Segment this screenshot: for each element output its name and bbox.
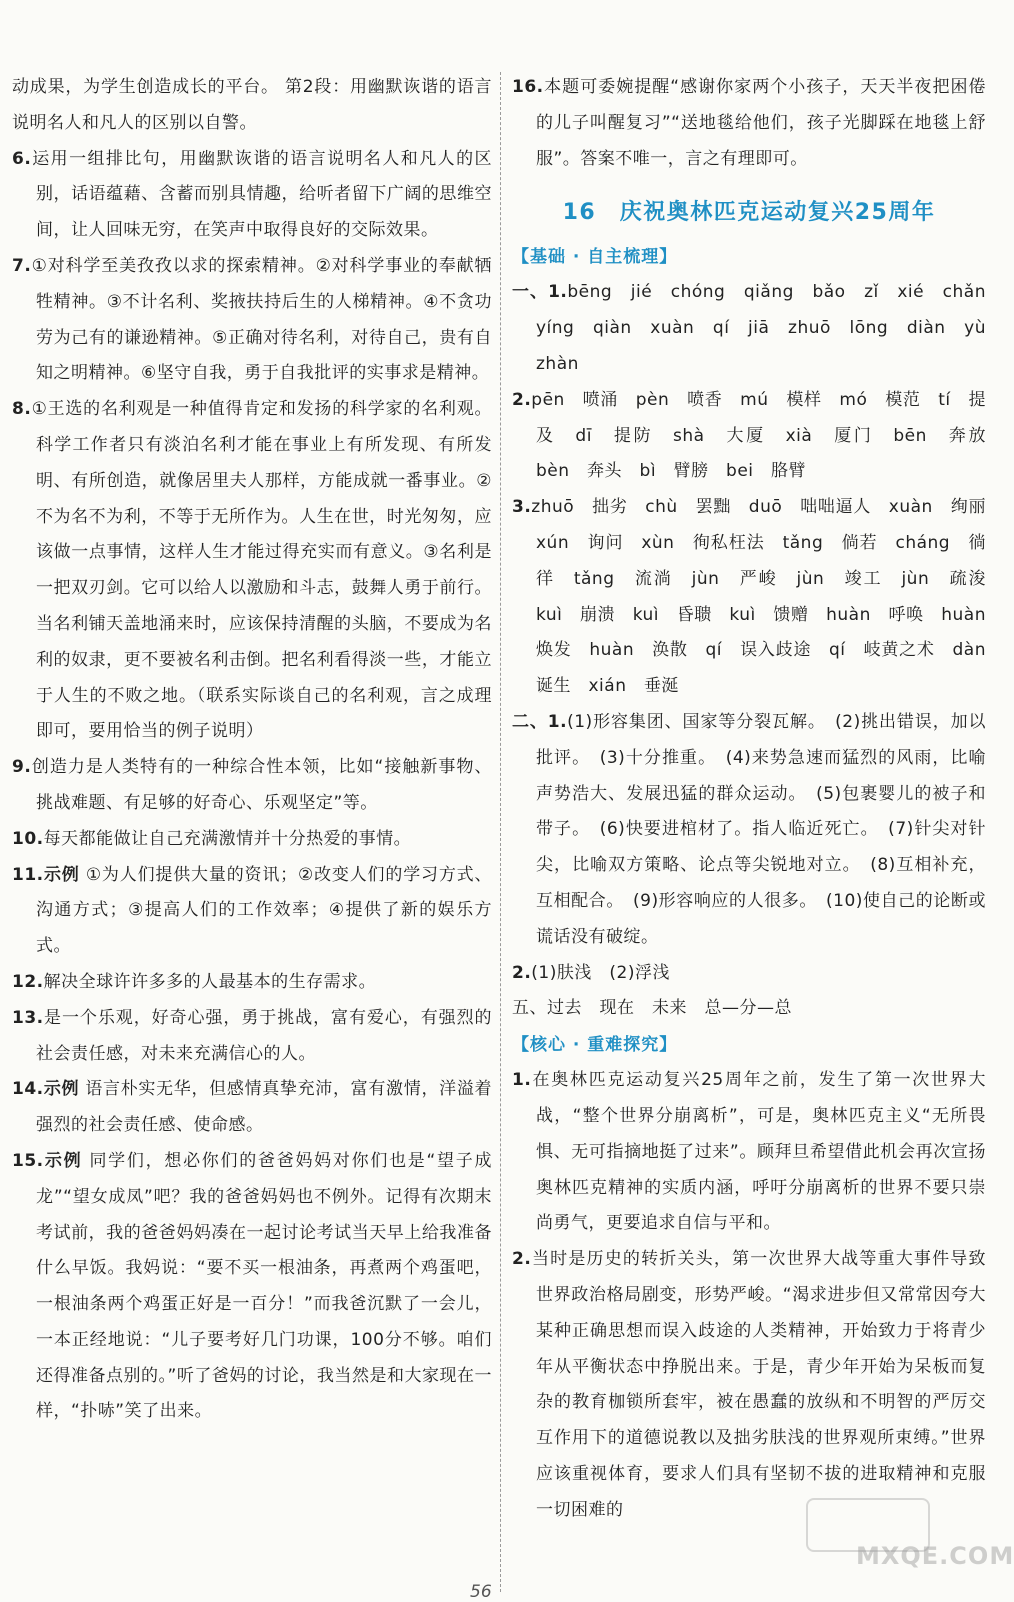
item-number: 9. <box>12 757 32 778</box>
right-column <box>512 70 1004 1528</box>
answer-item-7 <box>12 249 492 392</box>
item-text: 每天都能做让自己充满激情并十分热爱的事情。 <box>43 828 412 849</box>
example-label: 示例 <box>43 864 80 885</box>
page-number: 56 <box>470 1582 492 1602</box>
answer-item-12 <box>12 965 492 1001</box>
section-heading-basics: 【基础 · 自主梳理】 <box>512 247 678 268</box>
item-number: 10. <box>12 828 44 849</box>
answer-item-6 <box>12 142 492 249</box>
item-number: 6. <box>12 148 32 169</box>
answer-item-11 <box>12 858 492 965</box>
item-text: 当时是历史的转折关头，第一次世界大战等重大事件导致世界政治格局剧变，形势严峻。“渴求进步但又常常因夸大某种正确思想而误入歧途的人类精神，开始致力于将青少年从平衡状态中挣脱出来。于是，青少年开始为呆板而复杂的教育枷锁所套牢，被在愚蠢的放纵和不明智的严厉交互作用下的道德说教以及拙劣肤浅的世界观所束缚。”世界应该重视体育，要求人们具有坚韧不拔的进取精神和克服一切困难的 <box>531 1249 986 1520</box>
item-text: ①王选的名利观是一种值得肯定和发扬的科学家的名利观。科学工作者只有淡泊名利才能在事业上有所发现、有所发明、有所创造，就像居里夫人那样，方能成就一番事业。②不为名不为利，不等于无所作为。人生在世，时光匆匆，应该做一点事情，这样人生才能过得充实而有意义。③名利是一把双刃剑。它可以给人以激励和斗志，鼓舞人勇于前行。当名利铺天盖地涌来时，应该保持清醒的头脑，不要成为名利的奴隶，更不要被名利击倒。把名利看得淡一些，才能立于人生的不败之地。（联系实际谈自己的名利观，言之成理即可，要用恰当的例子说明） <box>31 399 492 742</box>
item-text: ①对科学至美孜孜以求的探索精神。②对科学事业的奉献牺牲精神。③不计名利、奖掖扶持后生的人梯精神。④不贪功劳为己有的谦逊精神。⑤正确对待名利，对待自己，贵有自知之明精神。⑥坚守自我，勇于自我批评的实事求是精神。 <box>31 255 492 384</box>
item-text: 是一个乐观，好奇心强，勇于挑战，富有爱心，有强烈的社会责任感，对未来充满信心的人。 <box>36 1007 492 1064</box>
item-text: 在奥林匹克运动复兴25周年之前，发生了第一次世界大战，“整个世界分崩离析”，可是，奥林匹克主义“无所畏惧、无可指摘地挺了过来”。顾拜旦希望借此机会再次宣扬奥林匹克精神的实质内涵，呼吁分崩离析的世界不要只崇尚勇气，更要追求自信与平和。 <box>531 1070 986 1234</box>
item-number: 14. <box>12 1079 44 1100</box>
answer-item-9 <box>12 750 492 822</box>
item-text: 创造力是人类特有的一种综合性本领，比如“接触新事物、挑战难题、有足够的好奇心、乐观坚定”等。 <box>31 757 492 813</box>
item-text: zhuō 拙劣 chù 罢黜 duō 咄咄逼人 xuàn 绚丽 xún 询问 xùn 徇私枉法 tǎng 倘若 cháng 徜徉 tǎng 流淌 jùn 严峻 jùn 竣工 jùn 疏浚 kuì 崩溃 kuì 昏聩 kuì 馈赠 huàn 呼唤 huàn 焕发 huàn 涣散 qí 误入歧途 qí 岐黄之术 dàn 诞生 xián 垂涎 <box>531 497 1004 697</box>
item-number: 一、1. <box>512 282 568 303</box>
column-divider <box>500 72 501 1592</box>
item-text: 解决全球许许多多的人最基本的生存需求。 <box>43 971 377 992</box>
item-number: 15. <box>12 1150 44 1171</box>
item-number: 11. <box>12 864 44 885</box>
item-number: 五、 <box>512 998 547 1019</box>
basics-q3-characters <box>512 490 1004 705</box>
core-item-2 <box>512 1242 986 1528</box>
item-text: (1)肤浅 (2)浮浅 <box>531 962 670 983</box>
core-item-1 <box>512 1063 986 1242</box>
answer-item-14 <box>12 1072 492 1144</box>
basics-q1-pinyin <box>512 275 1004 382</box>
item-number: 8. <box>12 399 32 420</box>
example-label: 示例 <box>43 1150 83 1171</box>
answer-item-13 <box>12 1001 492 1073</box>
answer-item-16 <box>512 70 986 177</box>
section-heading-core: 【核心 · 重难探究】 <box>512 1035 678 1056</box>
item-number: 1. <box>512 1070 532 1091</box>
paragraph-text: 动成果，为学生创造成长的平台。 第2段：用幽默诙谐的语言说明名人和凡人的区别以自警。 <box>12 77 492 133</box>
basics-q2-polyphones <box>512 383 1004 490</box>
item-number: 2. <box>512 962 532 983</box>
item-number: 3. <box>512 497 532 518</box>
basics-part2-q1 <box>512 705 986 956</box>
item-number: 2. <box>512 1249 532 1270</box>
item-text: 语言朴实无华，但感情真挚充沛，富有激情，洋溢着强烈的社会责任感、使命感。 <box>36 1079 493 1136</box>
answer-continuation <box>12 70 492 142</box>
item-number: 7. <box>12 255 32 276</box>
item-number: 2. <box>512 389 532 410</box>
item-text: 本题可委婉提醒“感谢你家两个小孩子，天天半夜把困倦的儿子叫醒复习”“送地毯给他们，孩子光脚踩在地毯上舒服”。答案不唯一，言之有理即可。 <box>536 77 986 169</box>
chapter-title: 16 庆祝奥林匹克运动复兴25周年 <box>562 200 936 226</box>
item-text: 同学们，想必你们的爸爸妈妈对你们也是“望子成龙”“望女成凤”吧？我的爸爸妈妈也不例外。记得有次期末考试前，我的爸爸妈妈凑在一起讨论考试当天早上给我准备什么早饭。我妈说：“要不买一根油条，再煮两个鸡蛋吧，一根油条两个鸡蛋正好是一百分！”而我爸沉默了一会儿，一本正经地说：“儿子要考好几门功课，100分不够。咱们还得准备点别的。”听了爸妈的讨论，我当然是和大家现在一样，“扑哧”笑了出来。 <box>36 1150 493 1422</box>
answer-item-10 <box>12 822 492 858</box>
basics-part2-q2 <box>512 956 986 992</box>
item-text: 过去 现在 未来 总—分—总 <box>547 998 792 1019</box>
watermark-text: MXQE.COM <box>856 1542 1014 1570</box>
answer-item-8 <box>12 392 492 750</box>
item-text: bēng jié chóng qiǎng bǎo zǐ xié chǎn yíng qiàn xuàn qí jiā zhuō lōng diàn yù zhàn <box>536 282 1004 374</box>
item-text: 运用一组排比句，用幽默诙谐的语言说明名人和凡人的区别，话语蕴藉、含蓄而别具情趣，给听者留下广阔的思维空间，让人回味无穷，在笑声中取得良好的交际效果。 <box>31 148 492 241</box>
item-number: 16. <box>512 77 544 97</box>
item-number: 二、1. <box>512 711 568 732</box>
left-column <box>12 70 492 1430</box>
answer-item-15 <box>12 1144 492 1430</box>
item-text: (1)形容集团、国家等分裂瓦解。 (2)挑出错误，加以批评。 (3)十分推重。 (4)来势急速而猛烈的风雨，比喻声势浩大、发展迅猛的群众运动。 (5)包裹婴儿的被子和带子。 (6)快要进棺材了。指人临近死亡。 (7)针尖对针尖，比喻双方策略、论点等尖锐地对立。 (8)互相补充，互相配合。 (9)形容响应的人很多。 (10)使自己的论断或谎话没有破绽。 <box>536 711 986 947</box>
basics-part5 <box>512 991 986 1027</box>
item-number: 12. <box>12 971 44 992</box>
item-text: ①为人们提供大量的资讯；②改变人们的学习方式、沟通方式；③提高人们的工作效率；④提供了新的娱乐方式。 <box>36 864 493 957</box>
example-label: 示例 <box>43 1079 80 1100</box>
item-number: 13. <box>12 1007 44 1028</box>
item-text: pēn 喷涌 pèn 喷香 mú 模样 mó 模范 tí 提及 dī 提防 shà 大厦 xià 厦门 bēn 奔放 bèn 奔头 bì 臂膀 bei 胳臂 <box>531 389 1004 482</box>
